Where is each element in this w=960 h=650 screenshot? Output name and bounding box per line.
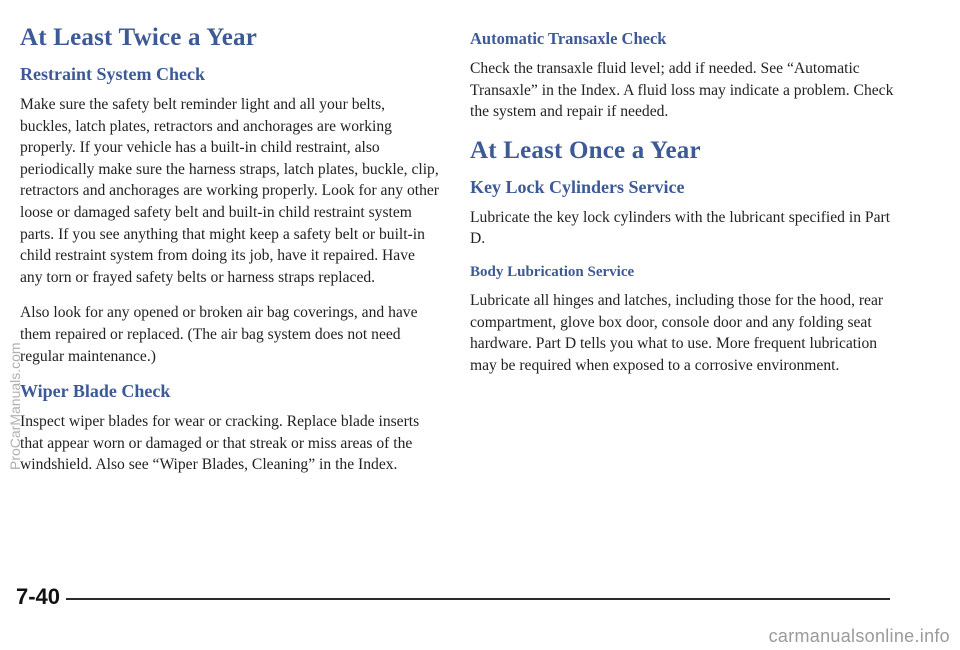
side-watermark: ProCarManuals.com: [7, 342, 23, 470]
restraint-check-title: Restraint System Check: [20, 64, 205, 84]
section-heading-twice-a-year: At Least Twice a Year: [20, 24, 258, 51]
transaxle-check-paragraph: Check the transaxle fluid level; add if needed. See “Automatic Transaxle” in the Index. A fluid loss may indicate a problem. Check the system and repair if needed.: [470, 60, 894, 121]
footer-rule: [66, 598, 890, 600]
restraint-check-paragraph-1: Make sure the safety belt reminder light and all your belts, buckles, latch plates, retractors and anchorages are working properly. If your vehicle has a built-in child restraint, also periodically make sure the harness straps, latch plates, buckle, clip, retractors and anchorages are working properly. Look for any other loose or damaged safety belt and built-in child restraint system parts. If you see anything that might keep a safety belt or built-in child restraint system from doing its job, have it repaired. Have any torn or frayed safety belts or harness straps replaced.: [20, 96, 439, 286]
key-lock-service-paragraph: Lubricate the key lock cylinders with the lubricant specified in Part D.: [470, 208, 891, 248]
transaxle-check-title: Automatic Transaxle Check: [470, 29, 667, 48]
left-column: [20, 24, 440, 490]
restraint-check-paragraph-2: Also look for any opened or broken air bag coverings, and have them repaired or replaced. (The air bag system does not need regular maintenance.): [20, 304, 418, 365]
body-lubrication-title: Body Lubrication Service: [470, 263, 635, 280]
section-heading-once-a-year: At Least Once a Year: [470, 136, 701, 164]
bottom-watermark: carmanualsonline.info: [768, 626, 950, 646]
wiper-check-title: Wiper Blade Check: [20, 381, 171, 402]
key-lock-service-title: Key Lock Cylinders Service: [470, 176, 685, 197]
wiper-check-paragraph: Inspect wiper blades for wear or cracking. Replace blade inserts that appear worn or damaged or that streak or miss areas of the windshield. Also see “Wiper Blades, Cleaning” in the Index.: [20, 413, 420, 474]
page-footer: [16, 584, 890, 610]
page-number: 7-40: [16, 584, 61, 609]
body-lubrication-paragraph: Lubricate all hinges and latches, including those for the hood, rear compartment, glove box door, console door and any folding seat hardware. Part D tells you what to use. More frequent lubrication may be required when exposed to a corrosive environment.: [470, 291, 884, 374]
right-column: [470, 24, 900, 390]
